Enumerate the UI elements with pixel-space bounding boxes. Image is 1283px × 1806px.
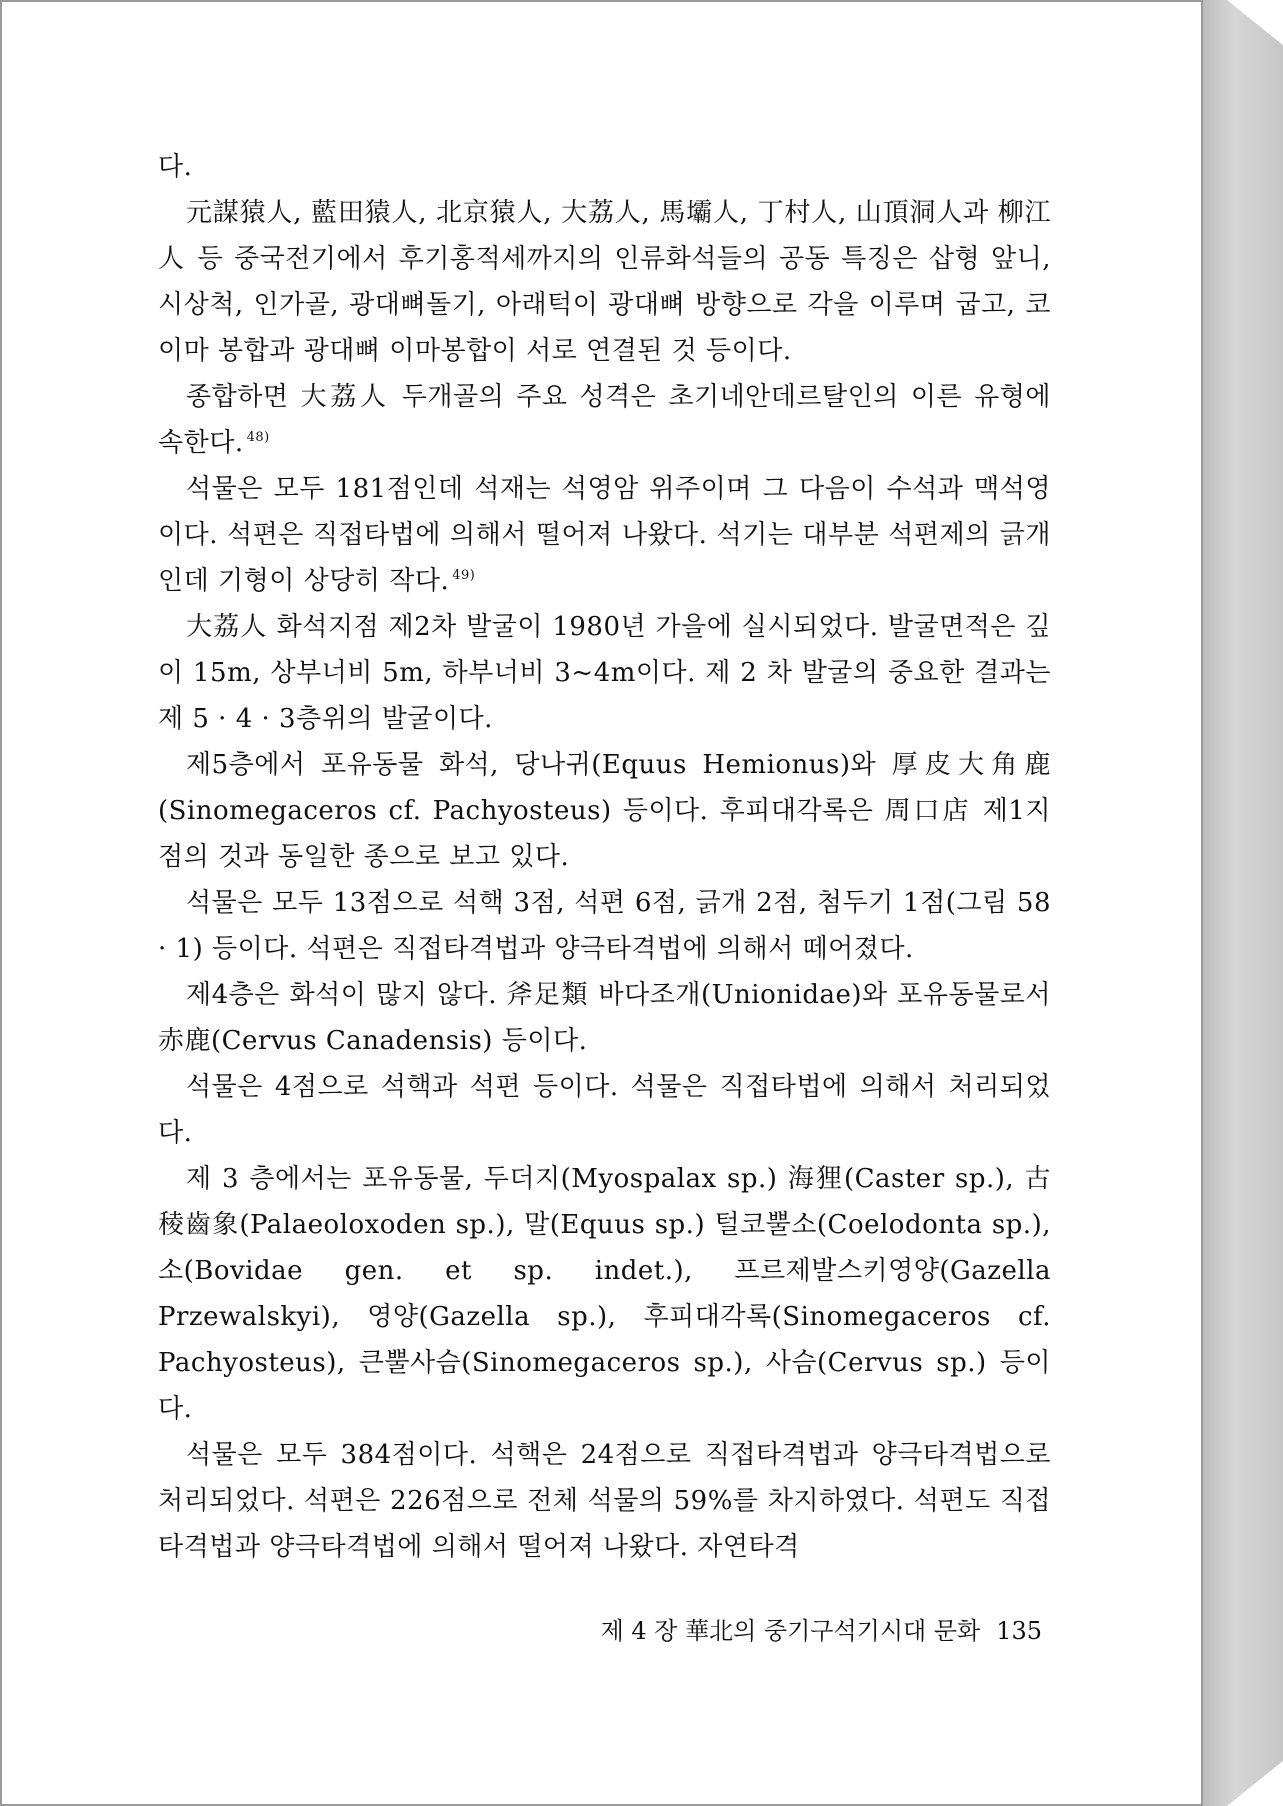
- paragraph-text: 다.: [158, 152, 193, 182]
- paragraph-text: 석물은 모두 13점으로 석핵 3점, 석편 6점, 긁개 2점, 첨두기 1점(그림 58 · 1) 등이다. 석편은 직접타격법과 양극타격법에 의해서 떼어졌다.: [158, 888, 1051, 964]
- paragraph: [158, 466, 1051, 604]
- paragraph: [158, 1156, 1051, 1432]
- paragraph: [158, 1064, 1051, 1156]
- paragraph-text: 제4층은 화석이 많지 않다. 斧足類 바다조개(Unionidae)와 포유동물로서 赤鹿(Cervus Canadensis) 등이다.: [158, 980, 1051, 1056]
- paragraph: [158, 880, 1051, 972]
- paragraph: [158, 144, 1051, 190]
- paragraph-text: 제5층에서 포유동물 화석, 당나귀(Equus Hemionus)와 厚皮大角鹿(Sinomegaceros cf. Pachyosteus) 등이다. 후피대각록은 周口店 제1지점의 것과 동일한 종으로 보고 있다.: [158, 750, 1051, 872]
- paragraph: [158, 972, 1051, 1064]
- running-footer: [522, 1616, 1042, 1646]
- paragraph-text: 제 3 층에서는 포유동물, 두더지(Myospalax sp.) 海狸(Caster sp.), 古稜齒象(Palaeoloxoden sp.), 말(Equus sp.) 털코뿔소(Coelodonta sp.), 소(Bovidae gen. et sp. indet.), 프르제발스키영양(Gazella Przewalskyi), 영양(Gazella sp.), 후피대각록(Sinomegaceros cf. Pachyosteus), 큰뿔사슴(Sinomegaceros sp.), 사슴(Cervus sp.) 등이다.: [158, 1164, 1051, 1424]
- paragraph: [158, 1432, 1051, 1570]
- paragraph-text: 석물은 모두 181점인데 석재는 석영암 위주이며 그 다음이 수석과 맥석영이다. 석편은 직접타법에 의해서 떨어져 나왔다. 석기는 대부분 석편제의 긁개인데 기형이 상당히 작다.: [158, 474, 1051, 596]
- paragraph-text: 大荔人 화석지점 제2차 발굴이 1980년 가을에 실시되었다. 발굴면적은 깊이 15m, 상부너비 5m, 하부너비 3~4m이다. 제 2 차 발굴의 중요한 결과는 제 5 · 4 · 3층위의 발굴이다.: [158, 612, 1051, 734]
- paragraph: [158, 604, 1051, 742]
- page-stack-edge: [1203, 0, 1283, 1806]
- paragraph-text: 元謀猿人, 藍田猿人, 北京猿人, 大荔人, 馬壩人, 丁村人, 山頂洞人과 柳江人 등 중국전기에서 후기홍적세까지의 인류화석들의 공동 특징은 삽형 앞니, 시상척, 인가골, 광대뼈돌기, 아래턱이 광대뼈 방향으로 각을 이루며 굽고, 코이마 봉합과 광대뼈 이마봉합이 서로 연결된 것 등이다.: [158, 198, 1051, 366]
- paragraph-text: 석물은 4점으로 석핵과 석편 등이다. 석물은 직접타법에 의해서 처리되었다.: [158, 1072, 1051, 1148]
- body-text: [158, 144, 1051, 1570]
- page-number: 135: [996, 1617, 1042, 1645]
- paragraph: [158, 190, 1051, 374]
- paragraph: [158, 374, 1051, 466]
- paragraph-text: 석물은 모두 384점이다. 석핵은 24점으로 직접타격법과 양극타격법으로 처리되었다. 석편은 226점으로 전체 석물의 59%를 차지하였다. 석편도 직접타격법과 양극타격법에 의해서 떨어져 나왔다. 자연타격: [158, 1440, 1051, 1562]
- paragraph-text: 종합하면 大荔人 두개골의 주요 성격은 초기네안데르탈인의 이른 유형에 속한다.: [158, 382, 1051, 458]
- chapter-title: 제 4 장 華北의 중기구석기시대 문화: [600, 1617, 981, 1645]
- footnote-marker: 49): [452, 568, 476, 584]
- footnote-marker: 48): [246, 430, 270, 446]
- paragraph: [158, 742, 1051, 880]
